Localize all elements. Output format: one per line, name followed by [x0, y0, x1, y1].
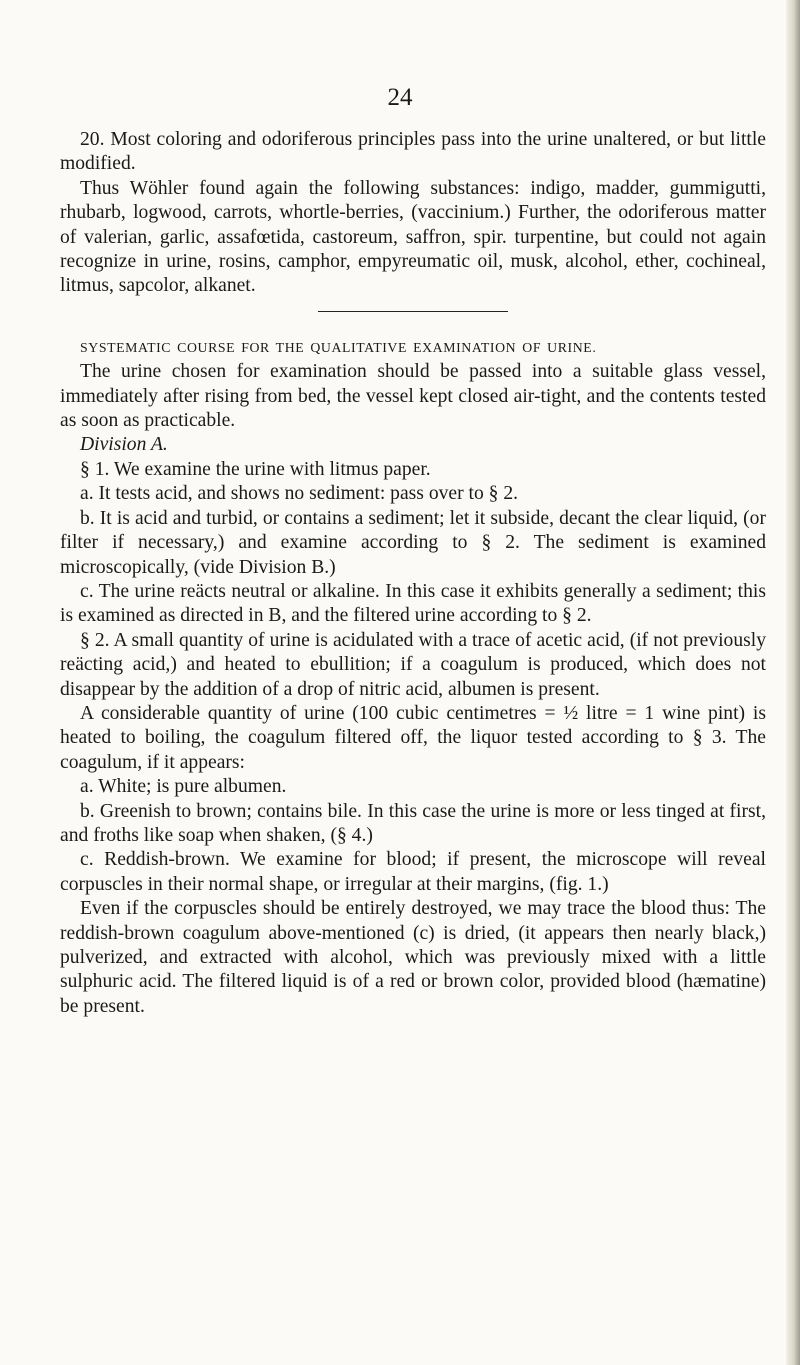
section-1: § 1. We examine the urine with litmus paper. — [80, 458, 431, 480]
paragraph-woehler: Thus Wöhler found again the following substances: indigo, madder, gummigutti, rhubarb, logwood, carrots, whortle-berries, (vaccinium.) Further, the odoriferous matter of valerian, garlic, assafœtida, castoreum, saffron, spir. turpentine, but could not again recognize in urine, rosins, camphor, empyreumatic oil, musk, alcohol, ether, cochineal, litmus, sapcolor, alkanet. — [60, 177, 766, 297]
section-divider-rule — [318, 311, 508, 312]
section-heading: SYSTEMATIC COURSE FOR THE QUALITATIVE EXAMINATION OF URINE. — [80, 339, 597, 355]
page-number: 24 — [387, 84, 413, 111]
division-heading: Division A. — [80, 434, 168, 456]
section-1-b: b. It is acid and turbid, or contains a sediment; let it subside, decant the clear liquid, (or filter if necessary,) and examine according to § 2. The sediment is examined microscopically, (vide Division B.) — [60, 507, 766, 578]
section-2-b: b. Greenish to brown; contains bile. In this case the urine is more or less tinged at first, and froths like soap when shaken, (§ 4.) — [60, 800, 766, 846]
section-2-blood-trace: Even if the corpuscles should be entirely destroyed, we may trace the blood thus: The reddish-brown coagulum above-mentioned (c) is dried, (it appears then nearly black,) pulverized, and extracted with alcohol, which was previously mixed with a little sulphuric acid. The filtered liquid is of a red or brown color, provided blood (hæmatine) be present. — [60, 898, 766, 1017]
paragraph-20: 20. Most coloring and odoriferous principles pass into the urine unaltered, or but little modified. — [60, 129, 766, 175]
section-2-a: a. White; is pure albumen. — [80, 776, 287, 798]
page-body — [60, 128, 766, 1019]
section-2: § 2. A small quantity of urine is acidulated with a trace of acetic acid, (if not previously reäcting acid,) and heated to ebullition; if a coagulum is produced, which does not disappear by the addition of a drop of nitric acid, albumen is present. — [60, 629, 766, 700]
intro-paragraph: The urine chosen for examination should be passed into a suitable glass vessel, immediately after rising from bed, the vessel kept closed air-tight, and the contents tested as soon as practicable. — [60, 361, 766, 432]
scan-edge-shadow — [786, 0, 800, 1365]
section-2-c: c. Reddish-brown. We examine for blood; if present, the microscope will reveal corpuscles in their normal shape, or irregular at their margins, (fig. 1.) — [60, 849, 766, 895]
section-1-a: a. It tests acid, and shows no sediment: pass over to § 2. — [80, 483, 519, 505]
section-2-coagulum: A considerable quantity of urine (100 cubic centimetres = ½ litre = 1 wine pint) is heated to boiling, the coagulum filtered off, the liquor tested according to § 3. The coagulum, if it appears: — [60, 702, 766, 773]
section-1-c: c. The urine reäcts neutral or alkaline. In this case it exhibits generally a sediment; this is examined as directed in B, and the filtered urine according to § 2. — [60, 580, 766, 627]
